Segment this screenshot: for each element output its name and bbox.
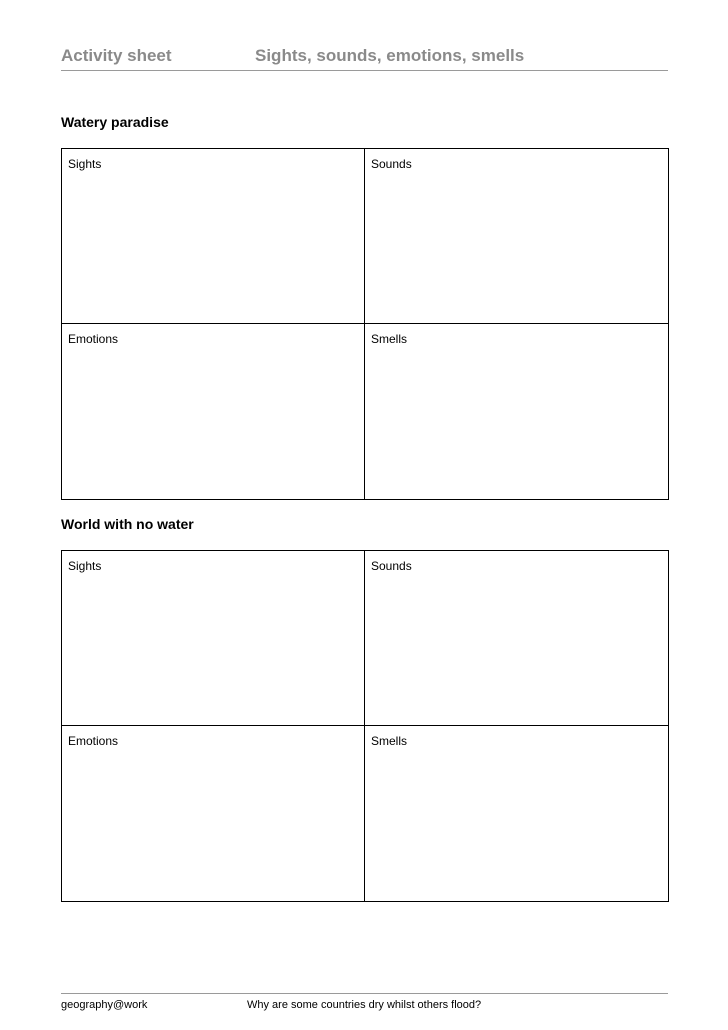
section-title-watery-paradise: Watery paradise — [61, 114, 169, 130]
cell-label-sounds: Sounds — [371, 559, 412, 573]
grid-watery-paradise — [61, 148, 669, 500]
cell-smells[interactable] — [365, 726, 668, 901]
cell-sights[interactable] — [62, 551, 365, 726]
grid-world-no-water — [61, 550, 669, 902]
section-title-world-no-water: World with no water — [61, 516, 194, 532]
cell-label-sights: Sights — [68, 559, 102, 573]
footer-brand: geography@work — [61, 999, 148, 1011]
header-doc-type: Activity sheet — [61, 46, 172, 65]
footer-question: Why are some countries dry whilst others flood? — [247, 999, 482, 1011]
cell-sights[interactable] — [62, 149, 365, 324]
page-footer — [61, 993, 668, 1018]
header-doc-title: Sights, sounds, emotions, smells — [255, 46, 525, 65]
cell-label-smells: Smells — [371, 734, 408, 748]
cell-label-emotions: Emotions — [68, 734, 119, 748]
cell-sounds[interactable] — [365, 551, 668, 726]
cell-label-emotions: Emotions — [68, 332, 119, 346]
cell-label-sights: Sights — [68, 157, 102, 171]
cell-sounds[interactable] — [365, 149, 668, 324]
cell-emotions[interactable] — [62, 324, 365, 499]
page-header — [61, 44, 668, 71]
cell-smells[interactable] — [365, 324, 668, 499]
cell-label-sounds: Sounds — [371, 157, 412, 171]
cell-label-smells: Smells — [371, 332, 408, 346]
cell-emotions[interactable] — [62, 726, 365, 901]
